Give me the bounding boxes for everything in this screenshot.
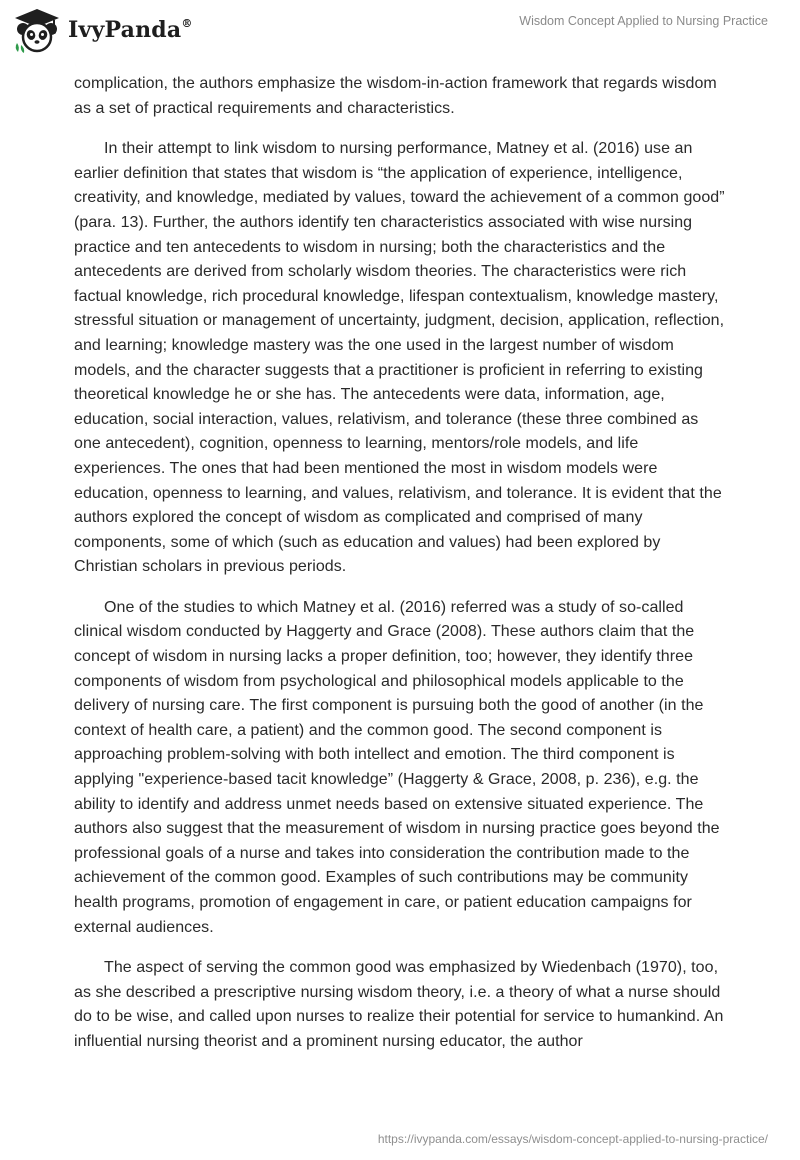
paragraph: The aspect of serving the common good was emphasized by Wiedenbach (1970), too, as she described a prescriptive nursing wisdom theory, i.e. a theory of what a nurse should do to be wise, and called upon nurses to realize their potential for service to humankind. An influential nursing theorist and a prominent nursing educator, the author (74, 959, 724, 1050)
essay-body (74, 72, 728, 1071)
panda-graduate-icon (12, 7, 62, 53)
registered-mark: ® (181, 16, 193, 30)
paragraph: complication, the authors emphasize the wisdom-in-action framework that regards wisdom as a set of practical requirements and characteristics. (74, 75, 717, 117)
paragraph: In their attempt to link wisdom to nursing performance, Matney et al. (2016) use an earlier definition that states that wisdom is “the application of experience, intelligence, creativity, and knowledge, mediated by values, toward the achievement of a common good” (para. 13). Further, the authors identify ten characteristics associated with wise nursing practice and ten antecedents to wisdom in nursing; both the characteristics and the antecedents are derived from scholarly wisdom theories. The characteristics were rich factual knowledge, rich procedural knowledge, lifespan contextualism, knowledge mastery, stressful situation or management of uncertainty, judgment, decision, application, reflection, and learning; knowledge mastery was the one used in the largest number of wisdom models, and the character suggests that a practitioner is proficient in referring to existing theoretical knowledge he or she has. The antecedents were data, information, age, education, social interaction, values, relativism, and tolerance (these three combined as one antecedent), cognition, openness to learning, mentors/role models, and life experiences. The ones that had been mentioned the most in wisdom models were education, openness to learning, and values, relativism, and tolerance. It is evident that the authors explored the concept of wisdom as complicated and comprised of many components, some of which (such as education and values) had been explored by Christian scholars in previous periods. (74, 140, 725, 576)
brand-label: IvyPanda (68, 17, 182, 43)
source-url-link[interactable]: https://ivypanda.com/essays/wisdom-concept-applied-to-nursing-practice/ (377, 1132, 768, 1146)
document-title: Wisdom Concept Applied to Nursing Practice (519, 14, 768, 28)
page-header (0, 0, 800, 62)
brand-name (68, 17, 193, 43)
ivypanda-logo[interactable] (12, 7, 193, 53)
paragraph: One of the studies to which Matney et al. (2016) referred was a study of so-called clinical wisdom conducted by Haggerty and Grace (2008). These authors claim that the concept of wisdom in nursing lacks a proper definition, too; however, they identify three components of wisdom from psychological and philosophical models applicable to the delivery of nursing care. The first component is pursuing both the good of another (in the context of health care, a patient) and the common good. The second component is approaching problem-solving with both intellect and emotion. The third component is applying "experience-based tacit knowledge” (Haggerty & Grace, 2008, p. 236), e.g. the ability to identify and address unmet needs based on extensive situated experience. The authors also suggest that the measurement of wisdom in nursing practice goes beyond the professional goals of a nurse and takes into consideration the contribution made to the achievement of the common good. Examples of such contributions may be community health programs, promotion of engagement in care, or patient education campaigns for external audiences. (74, 598, 720, 936)
